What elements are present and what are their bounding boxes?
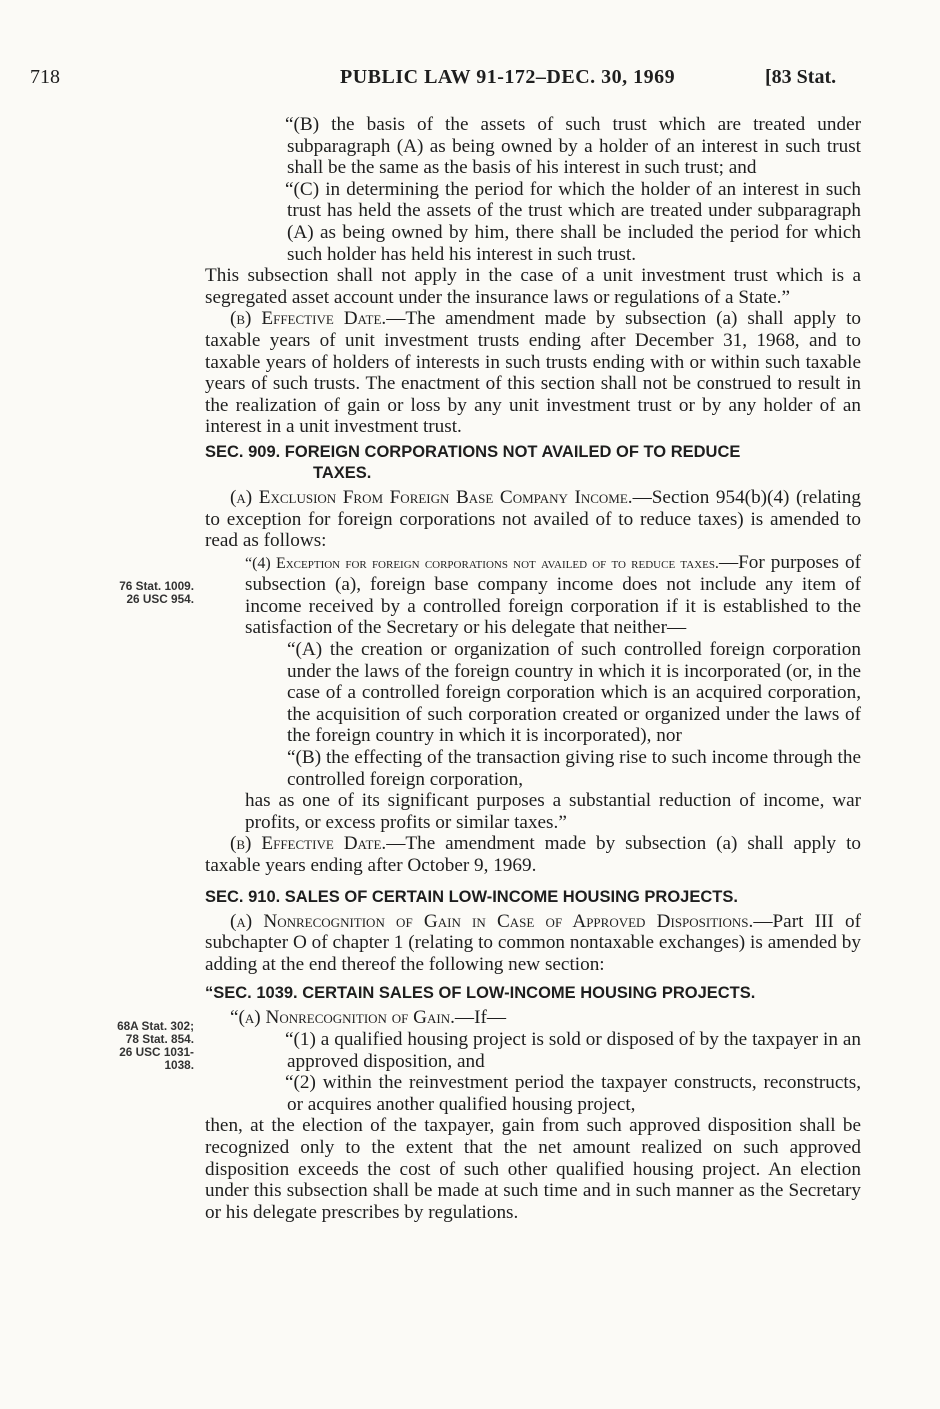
margin-citation-line: 26 USC 954. — [126, 592, 194, 606]
effective-date-label: (b) Effective Date. — [230, 833, 387, 855]
exception-text: —For purposes of subsection (a), foreign base company income does not include any item of income received by a controlled foreign corporation if it is established to the satisfaction of the Secretary or his delegate that neither— — [245, 551, 861, 639]
margin-citation-954 — [72, 580, 194, 606]
subsection-label: (a) Nonrecognition of Gain in Case of Approved Dispositions. — [230, 910, 754, 932]
paragraph-910a — [205, 911, 861, 976]
paragraph-subsection-exception: This subsection shall not apply in the case of a unit investment trust which is a segregated asset account under the insurance laws or regulations of a State.” — [205, 265, 861, 308]
body-text — [205, 114, 861, 1223]
paragraph-1039-tail: then, at the election of the taxpayer, gain from such approved disposition shall be recognized only to the extent that the net amount realized on such approved disposition exceeds the cost of such other qualified housing project. An election under this subsection shall be made at such time and in such manner as the Secretary or his delegate prescribes by regulations. — [205, 1115, 861, 1223]
paragraph-effective-date-908 — [205, 308, 861, 438]
paragraph-b-basis: “(B) the basis of the assets of such trust which are treated under subparagraph (A) as being owned by a holder of an interest in such trust shall be the same as the basis of his interest in such trust; and — [285, 114, 861, 179]
subsection-label: “(a) Nonrecognition of Gain. — [230, 1007, 455, 1029]
effective-date-text: —The amendment made by subsection (a) shall apply to taxable years ending after October 9, 1969. — [205, 833, 861, 876]
page-number: 718 — [30, 66, 60, 88]
subsection-text: —If— — [454, 1007, 507, 1029]
paragraph-909b — [205, 833, 861, 876]
paragraph-1039-2: “(2) within the reinvestment period the taxpayer constructs, reconstructs, or acquires another qualified housing project, — [285, 1072, 861, 1115]
subsection-text: —Section 954(b)(4) (relating to exception for foreign corporations not availed of to reduce taxes) is amended to read as follows: — [205, 486, 861, 552]
margin-citation-1031 — [72, 1020, 194, 1072]
effective-date-label: (b) Effective Date. — [230, 308, 387, 330]
effective-date-text: —The amendment made by subsection (a) shall apply to taxable years of unit investment trusts ending after December 31, 1968, and to taxable years of holders of interests in such trusts ending with or within such taxable years of such trusts. The enactment of this section shall not be construed to result in the realization of gain or loss by any unit investment trust or by any holder of an interest in a unit investment trust. — [205, 308, 861, 438]
paragraph-1039a — [205, 1007, 861, 1029]
margin-citation-line: 1038. — [164, 1058, 194, 1072]
margin-citation-line: 78 Stat. 854. — [125, 1032, 194, 1046]
statute-volume: [83 Stat. — [765, 66, 837, 88]
paragraph-4b: “(B) the effecting of the transaction giving rise to such income through the controlled foreign corporation, — [287, 747, 861, 790]
exception-label: “(4) Exception for foreign corporations not availed of to reduce taxes. — [245, 554, 719, 572]
paragraph-c-holding-period: “(C) in determining the period for which the holder of an interest in such trust has held the assets of the trust which are treated under subparagraph (A) as being owned by him, there shall be included the period for which such holder has held his interest in such trust. — [285, 178, 861, 265]
subsection-label: (a) Exclusion From Foreign Base Company Income. — [230, 486, 633, 508]
section-910-heading: SEC. 910. SALES OF CERTAIN LOW-INCOME HOUSING PROJECTS. — [205, 887, 738, 906]
section-heading-line: SEC. 909. FOREIGN CORPORATIONS NOT AVAILED OF TO REDUCE — [205, 442, 741, 461]
paragraph-exception-4 — [205, 552, 861, 639]
section-heading-line: TAXES. — [313, 463, 372, 482]
margin-citation-line: 26 USC 1031- — [119, 1045, 194, 1059]
margin-citation-line: 68A Stat. 302; — [117, 1019, 194, 1033]
paragraph-4-tail: has as one of its significant purposes a substantial reduction of income, war profits, or excess profits or similar taxes.” — [245, 790, 861, 833]
margin-citation-line: 76 Stat. 1009. — [119, 579, 194, 593]
section-909-heading — [205, 442, 861, 484]
paragraph-4a: “(A) the creation or organization of such controlled foreign corporation under the laws of the foreign country in which it is incorporated (or, in the case of a controlled foreign corporation which is an acquired corporation, the acquisition of such corporation created or organized under the laws of the foreign country in which it is incorporated), nor — [287, 639, 861, 747]
subsection-text: —Part III of subchapter O of chapter 1 (relating to common nontaxable exchanges) is amended by adding at the end thereof the following new section: — [205, 910, 861, 975]
section-1039-heading: “SEC. 1039. CERTAIN SALES OF LOW-INCOME HOUSING PROJECTS. — [205, 984, 756, 1003]
paragraph-1039-1: “(1) a qualified housing project is sold or disposed of by the taxpayer in an approved disposition, and — [285, 1028, 861, 1072]
running-title: PUBLIC LAW 91-172–DEC. 30, 1969 — [340, 66, 676, 88]
paragraph-909a — [205, 487, 861, 552]
page-header — [0, 66, 940, 96]
